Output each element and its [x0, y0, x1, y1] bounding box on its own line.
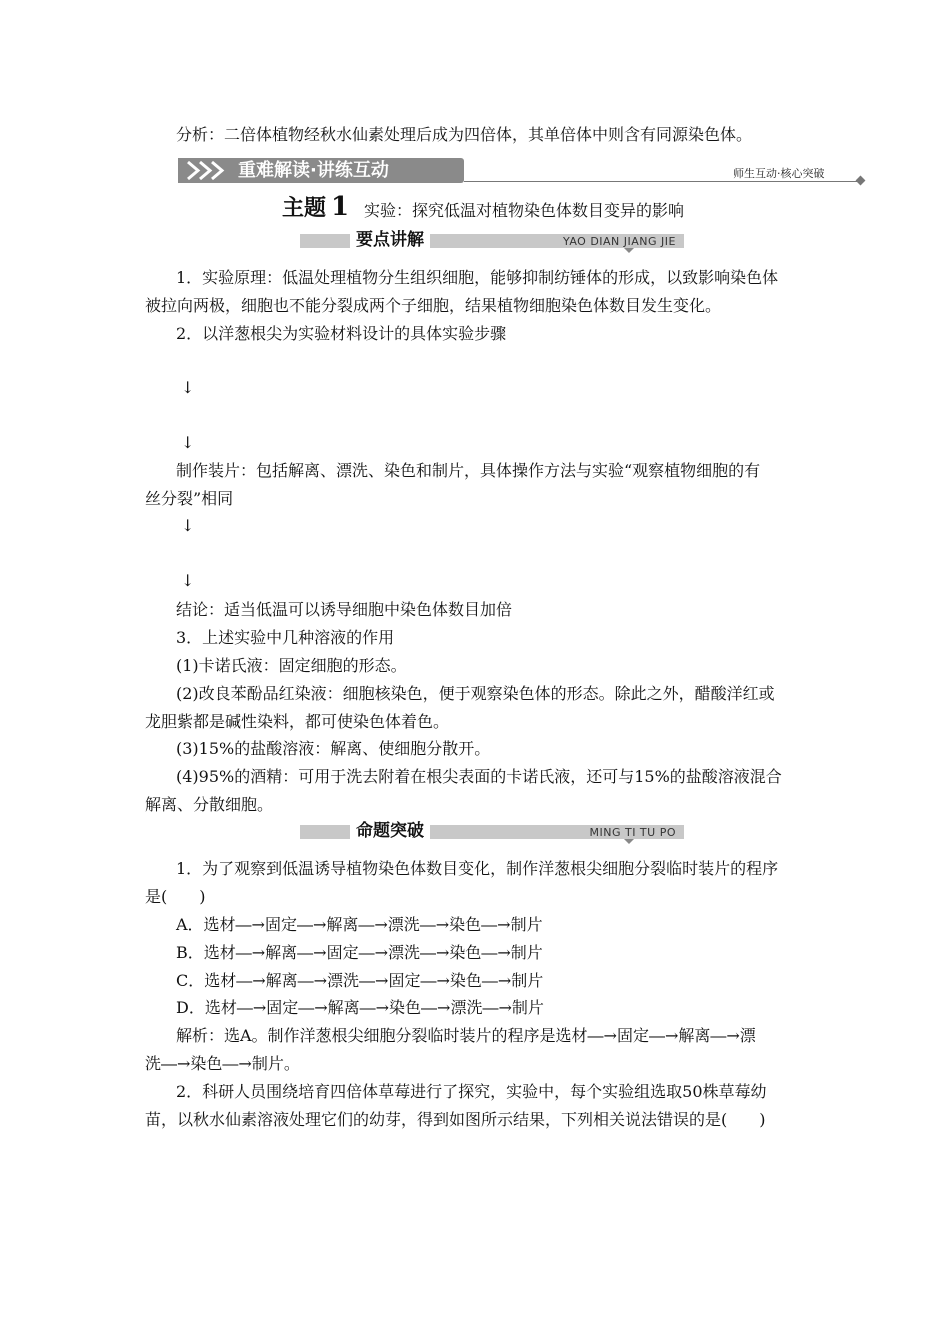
topic-title: 实验：探究低温对植物染色体数目变异的影响	[364, 201, 685, 220]
option-c: C．选材―→解离―→漂洗―→固定―→染色―→制片	[176, 971, 544, 990]
option-a: A．选材―→固定―→解离―→漂洗―→染色―→制片	[176, 915, 543, 934]
chevron-icon	[184, 160, 230, 181]
topic-label: 主题	[282, 196, 327, 221]
answer-line-2: 洗―→染色―→制片。	[145, 1054, 300, 1073]
section-label: 要点讲解	[350, 229, 430, 251]
paragraph-3: 3．上述实验中几种溶液的作用	[176, 628, 395, 647]
question-1-line-2: 是( )	[145, 887, 206, 906]
solution-4-line-1: (4)95%的酒精：可用于洗去附着在根尖表面的卡诺氏液，还可与15%的盐酸溶液混合	[176, 767, 782, 786]
conclusion: 结论：适当低温可以诱导细胞中染色体数目加倍	[176, 600, 513, 619]
section-pinyin: YAO DIAN JIANG JIE	[562, 235, 676, 248]
down-arrow-icon: ↓	[181, 433, 195, 452]
solution-4-line-2: 解离、分散细胞。	[145, 795, 274, 814]
question-1-line-1: 1．为了观察到低温诱导植物染色体数目变化，制作洋葱根尖细胞分裂临时装片的程序	[176, 859, 779, 878]
down-arrow-icon: ↓	[181, 516, 195, 535]
down-arrow-icon: ↓	[181, 378, 195, 397]
solution-2-line-1: (2)改良苯酚品红染液：细胞核染色，便于观察染色体的形态。除此之外，醋酸洋红或	[176, 684, 775, 703]
banner-title: 重难解读·讲练互动	[238, 160, 389, 181]
banner-divider	[464, 181, 860, 182]
question-2-line-1: 2．科研人员围绕培育四倍体草莓进行了探究，实验中，每个实验组选取50株草莓幼	[176, 1082, 767, 1101]
triangle-down-icon	[624, 248, 634, 253]
section-header-problems	[300, 820, 684, 842]
option-d: D．选材―→固定―→解离―→染色―→漂洗―→制片	[176, 998, 544, 1017]
topic-number: 1	[331, 192, 350, 222]
step-make-slide-line-2: 丝分裂”相同	[145, 489, 234, 508]
solution-3: (3)15%的盐酸溶液：解离、使细胞分散开。	[176, 739, 491, 758]
option-b: B．选材―→解离―→固定―→漂洗―→染色―→制片	[176, 943, 543, 962]
section-banner	[178, 158, 464, 183]
paragraph-2: 2．以洋葱根尖为实验材料设计的具体实验步骤	[176, 324, 507, 343]
question-2-line-2: 苗，以秋水仙素溶液处理它们的幼芽，得到如图所示结果，下列相关说法错误的是( )	[145, 1110, 766, 1129]
down-arrow-icon: ↓	[181, 571, 195, 590]
solution-1: (1)卡诺氏液：固定细胞的形态。	[176, 656, 407, 675]
banner-subtitle: 师生互动·核心突破	[733, 167, 825, 180]
paragraph-1-line-1: 1．实验原理：低温处理植物分生组织细胞，能够抑制纺锤体的形成，以致影响染色体	[176, 268, 779, 287]
step-make-slide-line-1: 制作装片：包括解离、漂洗、染色和制片，具体操作方法与实验“观察植物细胞的有	[176, 461, 761, 480]
section-pinyin: MING TI TU PO	[589, 826, 676, 839]
solution-2-line-2: 龙胆紫都是碱性染料，都可使染色体着色。	[145, 712, 450, 731]
section-label: 命题突破	[350, 820, 430, 842]
section-header-key-points	[300, 229, 684, 251]
analysis-text: 分析：二倍体植物经秋水仙素处理后成为四倍体，其单倍体中则含有同源染色体。	[176, 125, 753, 144]
diamond-icon	[856, 176, 866, 186]
paragraph-1-line-2: 被拉向两极，细胞也不能分裂成两个子细胞，结果植物细胞染色体数目发生变化。	[145, 296, 722, 315]
triangle-down-icon	[624, 839, 634, 844]
answer-line-1: 解析：选A。制作洋葱根尖细胞分裂临时装片的程序是选材―→固定―→解离―→漂	[176, 1026, 756, 1045]
